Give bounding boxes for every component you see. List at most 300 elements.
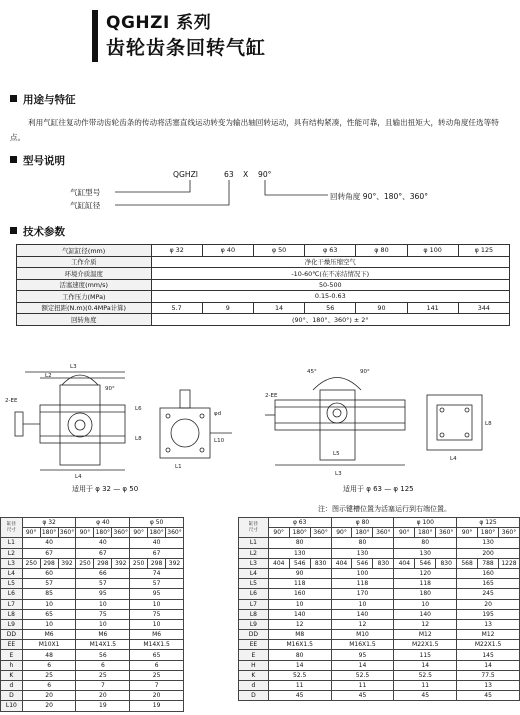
dim-angle-row — [1, 528, 184, 538]
dim-angle: 180° — [149, 529, 164, 537]
dim-cell: 160 — [457, 568, 520, 578]
spec-row — [17, 279, 510, 291]
dim-cell: 57 — [22, 579, 76, 589]
dim-cell: 392 — [58, 558, 76, 568]
dim-cell: 40 — [130, 538, 184, 548]
drawing-small-bore — [0, 350, 250, 480]
dim-cell: M16X1.5 — [331, 640, 394, 650]
dim-row-label: L2 — [239, 548, 269, 558]
table-row — [239, 558, 520, 568]
spec-torque-value: 5.7 — [151, 302, 202, 314]
dim-cell: 250 — [76, 558, 94, 568]
dim-angle: 180° — [41, 529, 57, 537]
dim-cell: 20 — [22, 691, 76, 701]
dim-bore: φ 80 — [331, 518, 394, 528]
dim-cell: 25 — [76, 670, 130, 680]
table-row — [1, 681, 184, 691]
dim-cell: 57 — [76, 579, 130, 589]
table-row — [239, 660, 520, 670]
spec-row-value: 50-500 — [151, 279, 509, 291]
spec-bore: φ 63 — [305, 245, 356, 257]
dim-cell: 13 — [457, 681, 520, 691]
dim-cell: 404 — [268, 558, 289, 568]
dim-row-label: EE — [1, 640, 23, 650]
end-view-body — [160, 408, 210, 458]
dim-cell: 130 — [457, 538, 520, 548]
spec-row — [17, 291, 510, 303]
dim-cell: 52.5 — [394, 670, 457, 680]
dim-label-l3: L3 — [70, 364, 77, 370]
dim-cell: 80 — [331, 538, 394, 548]
dim-row-label: L3 — [239, 558, 269, 568]
dim-angle: 360° — [167, 529, 182, 537]
table-row — [1, 660, 184, 670]
dim-angle: 90° — [394, 528, 415, 538]
spec-bore: φ 125 — [458, 245, 509, 257]
dim-row-label: L5 — [1, 579, 23, 589]
dim-cell: M6 — [76, 630, 130, 640]
dim-angle: 360° — [310, 528, 331, 538]
spec-bore: φ 40 — [202, 245, 253, 257]
spec-bore: φ 80 — [356, 245, 407, 257]
dim-label-l3: L3 — [335, 471, 342, 477]
spec-row-value: -10-60℃(在不冻结情况下) — [151, 268, 509, 280]
spec-torque-label: 额定扭距(N.m)(0.4MPa计算) — [17, 302, 152, 314]
spec-row-label: 工作介质 — [17, 256, 152, 268]
dim-cell: 200 — [457, 548, 520, 558]
spec-torque-value: 56 — [305, 302, 356, 314]
dim-cell: 830 — [436, 558, 457, 568]
dim-cell: 10 — [130, 619, 184, 629]
model-x: X — [243, 170, 249, 179]
table-row — [239, 609, 520, 619]
dim-cell: 80 — [268, 538, 331, 548]
dim-cell: 7 — [130, 681, 184, 691]
dim-label-ee: 2-EE — [265, 393, 278, 399]
table-row — [1, 599, 184, 609]
gear-housing — [60, 385, 100, 465]
dim-cell: 66 — [76, 568, 130, 578]
dim-cell: 80 — [394, 538, 457, 548]
spec-angle-value: (90°、180°、360°) ± 2° — [151, 314, 509, 326]
dim-row-label: L1 — [1, 538, 23, 548]
dim-cell: M10 — [331, 630, 394, 640]
dim-cell: 10 — [76, 619, 130, 629]
dim-cell: 80 — [268, 650, 331, 660]
dim-cell: M12 — [394, 630, 457, 640]
model-leader-lines — [0, 0, 520, 215]
dim-cell: 25 — [22, 670, 76, 680]
dim-cell: 130 — [268, 548, 331, 558]
table-row — [1, 650, 184, 660]
dim-cell: M12 — [457, 630, 520, 640]
dim-cell: 830 — [310, 558, 331, 568]
dim-angle: 180° — [478, 528, 499, 538]
spec-torque-value: 14 — [253, 302, 304, 314]
dim-cell: 10 — [268, 599, 331, 609]
dim-cell: 65 — [22, 609, 76, 619]
dim-angle: 360° — [113, 529, 128, 537]
usage-heading: 用途与特征 — [10, 92, 76, 107]
table-row — [1, 589, 184, 599]
dim-table-large-bore — [238, 517, 520, 701]
cylinder-body — [40, 405, 125, 443]
spec-bore: φ 100 — [407, 245, 458, 257]
dim-cell: 7 — [76, 681, 130, 691]
dim-cell: 118 — [394, 579, 457, 589]
dim-label-l1: L1 — [175, 464, 182, 470]
table-row — [239, 589, 520, 599]
dim-label-l8: L8 — [135, 436, 142, 442]
dim-label-l8: L8 — [485, 421, 492, 427]
table-row — [1, 701, 184, 711]
dim-cell: 14 — [268, 660, 331, 670]
table-row — [239, 579, 520, 589]
dim-cell: 75 — [76, 609, 130, 619]
angle-label-90: 90° — [105, 386, 115, 392]
dim-row-label: L4 — [1, 568, 23, 578]
dim-cell: M6 — [22, 630, 76, 640]
dim-label-l4: L4 — [450, 456, 457, 462]
table-row — [239, 619, 520, 629]
dim-row-label: L6 — [239, 589, 269, 599]
dim-cell: 12 — [268, 619, 331, 629]
dim-cell: 10 — [76, 599, 130, 609]
dim-cell: 40 — [22, 538, 76, 548]
dim-cell: 25 — [130, 670, 184, 680]
table-row — [239, 681, 520, 691]
table-row — [239, 599, 520, 609]
table-row — [1, 568, 184, 578]
dim-cell: 12 — [331, 619, 394, 629]
dim-cell: 95 — [130, 589, 184, 599]
dim-cell: 20 — [76, 691, 130, 701]
dim-row-label: h — [1, 660, 23, 670]
dim-cell: 404 — [331, 558, 352, 568]
spec-torque-value: 344 — [458, 302, 509, 314]
dim-cell: 10 — [331, 599, 394, 609]
dim-row-label: d — [1, 681, 23, 691]
dim-row-label: L1 — [239, 538, 269, 548]
dim-cell: 19 — [76, 701, 130, 711]
dim-bore: φ 32 — [22, 518, 76, 528]
table-row — [1, 579, 184, 589]
dim-cell: 392 — [166, 558, 184, 568]
spec-row-value: 0.15-0.63 — [151, 291, 509, 303]
dim-angle-row — [239, 528, 520, 538]
dim-label-l4: L4 — [75, 474, 82, 480]
note-text: 注：图示键槽位置为活塞运行到右端位置。 — [318, 505, 451, 513]
dim-bore: φ 50 — [130, 518, 184, 528]
dim-cell: 170 — [331, 589, 394, 599]
dim-cell: M14X1.5 — [76, 640, 130, 650]
dim-cell: 6 — [130, 660, 184, 670]
spec-header-label: 气缸缸径(mm) — [17, 245, 152, 257]
spec-row-label: 活塞速度(mm/s) — [17, 279, 152, 291]
dim-angle: 360° — [436, 528, 457, 538]
dim-cell: 11 — [268, 681, 331, 691]
dim-row-label: L9 — [1, 619, 23, 629]
dim-label-ee: 2-EE — [5, 398, 18, 404]
dim-label-l6: L6 — [135, 406, 142, 412]
dim-cell: 45 — [268, 691, 331, 701]
table-row — [1, 691, 184, 701]
dim-cell: 130 — [331, 548, 394, 558]
dim-cell: 75 — [130, 609, 184, 619]
dim-cell: 57 — [130, 579, 184, 589]
end-view-body — [427, 395, 482, 450]
dim-cell: 10 — [394, 599, 457, 609]
spec-angle-row — [17, 314, 510, 326]
dim-cell: 74 — [130, 568, 184, 578]
dim-corner-cell: 缸径 尺寸 — [1, 518, 23, 538]
dim-angle: 90° — [130, 528, 148, 538]
dim-cell: 65 — [130, 650, 184, 660]
dim-angle: 90° — [331, 528, 352, 538]
dim-label-l10: L10 — [214, 438, 225, 444]
dim-cell: 250 — [22, 558, 40, 568]
dim-cell: 45 — [457, 691, 520, 701]
dim-angle: 180° — [289, 528, 310, 538]
dim-row-label: L9 — [239, 619, 269, 629]
spec-row — [17, 256, 510, 268]
dim-row-label: D — [239, 691, 269, 701]
dim-cell: 250 — [130, 558, 148, 568]
dim-cell: 19 — [130, 701, 184, 711]
dim-row-label: E — [1, 650, 23, 660]
dim-cell: 40 — [76, 538, 130, 548]
dim-bore: φ 100 — [394, 518, 457, 528]
bullet-square-icon — [10, 227, 17, 234]
dim-angle: 180° — [415, 528, 436, 538]
dim-row-label: H — [239, 660, 269, 670]
dim-cell: 52.5 — [331, 670, 394, 680]
spec-bore: φ 50 — [253, 245, 304, 257]
dim-cell: 6 — [76, 660, 130, 670]
dim-bore: φ 125 — [457, 518, 520, 528]
dim-cell: 95 — [331, 650, 394, 660]
dim-cell: 90 — [268, 568, 331, 578]
dim-cell: 14 — [331, 660, 394, 670]
table-row — [1, 538, 184, 548]
dim-angle: 360° — [373, 528, 394, 538]
dim-bore: φ 40 — [76, 518, 130, 528]
dim-cell: 830 — [373, 558, 394, 568]
dim-cell: M22X1.5 — [457, 640, 520, 650]
dim-corner-cell: 缸径 尺寸 — [239, 518, 269, 538]
dim-row-label: K — [1, 670, 23, 680]
dim-cell: 10 — [130, 599, 184, 609]
dim-header-row — [239, 518, 520, 528]
dim-cell: 404 — [394, 558, 415, 568]
table-row — [239, 538, 520, 548]
dim-header-row — [1, 518, 184, 528]
dim-cell: 45 — [331, 691, 394, 701]
dim-cell: 95 — [76, 589, 130, 599]
spec-table — [16, 244, 510, 326]
dim-cell: 298 — [40, 558, 58, 568]
dim-row-label: L8 — [239, 609, 269, 619]
dim-cell: 298 — [148, 558, 166, 568]
dim-cell: 6 — [22, 660, 76, 670]
dim-angle: 180° — [95, 529, 111, 537]
dim-cell: 56 — [76, 650, 130, 660]
dim-cell: 20 — [22, 701, 76, 711]
spec-torque-value: 9 — [202, 302, 253, 314]
table-row — [1, 548, 184, 558]
dim-angle: 90° — [268, 528, 289, 538]
dim-cell: 115 — [394, 650, 457, 660]
dim-row-label: d — [239, 681, 269, 691]
model-label-type: 气缸型号 — [70, 188, 101, 197]
dim-table-small-bore — [0, 517, 184, 712]
dim-cell: 77.5 — [457, 670, 520, 680]
dim-cell: M8 — [268, 630, 331, 640]
dim-cell: 67 — [76, 548, 130, 558]
model-label-angle: 回转角度 90°、180°、360° — [330, 192, 429, 201]
dim-cell: 67 — [22, 548, 76, 558]
spec-angle-label: 回转角度 — [17, 314, 152, 326]
dim-cell: 11 — [331, 681, 394, 691]
dim-cell: 140 — [268, 609, 331, 619]
dim-cell: 10 — [22, 599, 76, 609]
dim-cell: 1228 — [498, 558, 519, 568]
model-heading: 型号说明 — [10, 153, 65, 168]
angle-label-90: 90° — [360, 369, 370, 375]
dim-cell: 195 — [457, 609, 520, 619]
dim-row-label: L3 — [1, 558, 23, 568]
dim-cell: 20 — [457, 599, 520, 609]
dim-bore: φ 63 — [268, 518, 331, 528]
dim-cell: 14 — [457, 660, 520, 670]
dim-angle: 90° — [76, 528, 94, 538]
dim-cell: 13 — [457, 619, 520, 629]
dim-angle: 360° — [498, 528, 519, 538]
dim-row-label: L7 — [239, 599, 269, 609]
dim-cell: 48 — [22, 650, 76, 660]
dim-cell: 546 — [289, 558, 310, 568]
dim-cell: M10X1 — [22, 640, 76, 650]
series-title: QGHZI 系列 — [106, 13, 212, 33]
table-row — [1, 619, 184, 629]
dim-cell: 392 — [112, 558, 130, 568]
product-title: 齿轮齿条回转气缸 — [106, 37, 267, 59]
dim-row-label: L4 — [239, 568, 269, 578]
dim-row-label: K — [239, 670, 269, 680]
table-row — [239, 568, 520, 578]
dim-row-label: EE — [239, 640, 269, 650]
table-row — [239, 650, 520, 660]
dim-cell: 10 — [22, 619, 76, 629]
dim-cell: M16X1.5 — [268, 640, 331, 650]
dim-cell: M6 — [130, 630, 184, 640]
model-bore: 63 — [224, 170, 234, 179]
table-row — [239, 670, 520, 680]
dim-cell: 6 — [22, 681, 76, 691]
dim-cell: 20 — [130, 691, 184, 701]
spec-heading: 技术参数 — [10, 224, 65, 239]
dim-cell: 546 — [415, 558, 436, 568]
dim-cell: 165 — [457, 579, 520, 589]
dim-cell: 14 — [394, 660, 457, 670]
spec-torque-value: 141 — [407, 302, 458, 314]
dim-cell: 60 — [22, 568, 76, 578]
model-label-bore: 气缸缸径 — [70, 201, 101, 210]
dim-row-label: E — [239, 650, 269, 660]
model-code: QGHZI — [173, 170, 199, 179]
caption-left: 适用于 φ 32 — φ 50 — [72, 485, 139, 493]
dim-row-label: L10 — [1, 701, 23, 711]
table-row — [1, 630, 184, 640]
dim-cell: 118 — [268, 579, 331, 589]
table-row — [239, 548, 520, 558]
dim-cell: 100 — [331, 568, 394, 578]
dim-cell: 160 — [268, 589, 331, 599]
table-row — [239, 640, 520, 650]
dim-row-label: L7 — [1, 599, 23, 609]
dim-row-label: DD — [239, 630, 269, 640]
dim-label-l5: L5 — [333, 451, 340, 457]
table-row — [1, 670, 184, 680]
table-row — [239, 691, 520, 701]
dim-angle: 180° — [352, 528, 373, 538]
dim-row-label: L6 — [1, 589, 23, 599]
dim-cell: 67 — [130, 548, 184, 558]
dim-row-label: L2 — [1, 548, 23, 558]
dim-angle: 90° — [22, 528, 40, 538]
dim-cell: 180 — [394, 589, 457, 599]
dim-angle: 90° — [457, 528, 478, 538]
dim-row-label: DD — [1, 630, 23, 640]
table-row — [1, 640, 184, 650]
dim-angle: 360° — [59, 529, 75, 537]
dim-label-l2: L2 — [45, 373, 52, 379]
dim-cell: 788 — [478, 558, 499, 568]
spec-bore: φ 32 — [151, 245, 202, 257]
dim-cell: 140 — [394, 609, 457, 619]
spec-header-row — [17, 245, 510, 257]
dim-cell: 546 — [352, 558, 373, 568]
dim-cell: 11 — [394, 681, 457, 691]
spec-row — [17, 268, 510, 280]
table-row — [1, 609, 184, 619]
spec-row-label: 环境介质温度 — [17, 268, 152, 280]
dim-cell: 130 — [394, 548, 457, 558]
drawing-large-bore — [255, 355, 520, 480]
dim-cell: 245 — [457, 589, 520, 599]
dim-row-label: L8 — [1, 609, 23, 619]
spec-torque-value: 90 — [356, 302, 407, 314]
dim-cell: 568 — [457, 558, 478, 568]
usage-text: 利用气缸往复动作带动齿轮齿条的传动将活塞直线运动转变为输出轴回转运动，具有结构紧凑，性能可靠，且输出扭矩大，转动角度任选等特点。 — [10, 118, 499, 142]
table-row — [1, 558, 184, 568]
dim-row-label: L5 — [239, 579, 269, 589]
dim-cell: 298 — [94, 558, 112, 568]
dim-cell: 118 — [331, 579, 394, 589]
dim-cell: 140 — [331, 609, 394, 619]
caption-right: 适用于 φ 63 — φ 125 — [343, 485, 414, 493]
dim-cell: 120 — [394, 568, 457, 578]
dim-row-label: D — [1, 691, 23, 701]
dim-cell: 52.5 — [268, 670, 331, 680]
spec-row-label: 工作压力(MPa) — [17, 291, 152, 303]
dim-cell: 145 — [457, 650, 520, 660]
angle-label-45: 45° — [307, 369, 317, 375]
gear-housing — [320, 390, 355, 460]
table-row — [239, 630, 520, 640]
dim-cell: 45 — [394, 691, 457, 701]
spec-torque-row — [17, 302, 510, 314]
